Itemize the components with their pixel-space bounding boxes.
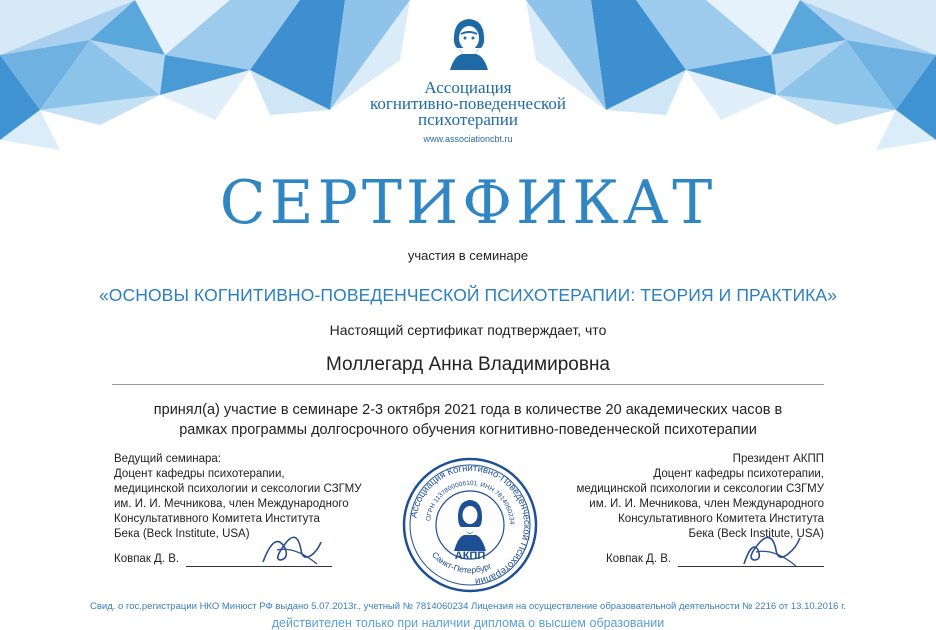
stamp-ring-text: Ассоциация Когнитивно-Поведенческой Психотерапии (408, 462, 533, 587)
stamp-city: Санкт-Петербург (430, 549, 494, 576)
left-role: Ведущий семинара: (114, 453, 221, 465)
seminar-title: «ОСНОВЫ КОГНИТИВНО-ПОВЕДЕНЧЕСКОЙ ПСИХОТЕРАПИИ: ТЕОРИЯ И ПРАКТИКА» (98, 285, 838, 305)
participation-line1: принял(а) участие в семинаре 2-3 октября 2021 года в количестве 20 академических часов в (153, 402, 783, 418)
association-logo-portrait (438, 10, 500, 72)
footer-registration: Свид. о гос.регистрации НКО Минюст РФ выдано 5.07.2013г., учетный № 7814060234 Лицензия на осуществление образовательной деятельности № 2216 от 13.10.2016 г. (89, 601, 847, 612)
right-handwritten-signature (738, 520, 808, 570)
certificate-subtitle: участия в семинаре (407, 248, 529, 263)
stamp-inn: ИНН 7814060234 (479, 481, 516, 525)
certificate-title: СЕРТИФИКАТ (219, 168, 717, 238)
stamp-ogrn: ОГРН 1137800006101 (425, 479, 478, 522)
right-role: Президент АКПП (732, 453, 824, 465)
recipient-name: Моллегард Анна Владимировна (326, 354, 610, 375)
left-position-line2: медицинской психологии и сексологии СЗГМУ (114, 483, 362, 495)
left-position-line5: Бека (Beck Institute, USA) (114, 528, 250, 540)
right-position-line1: Доцент кафедры психотерапии, (653, 468, 824, 480)
right-position-line5: Бека (Beck Institute, USA) (688, 528, 824, 540)
association-website: www.associationcbt.ru (423, 134, 513, 144)
left-signatory-name: Ковпак Д. В. (114, 553, 180, 565)
footer-validity: действителен только при наличии диплома о высшем образовании (271, 616, 665, 630)
right-position-line2: медицинской психологии и сексологии СЗГМУ (576, 483, 824, 495)
right-position-line4: Консультативного Комитета Института (618, 513, 824, 525)
participation-line2: рамках программы долгосрочного обучения когнитивно-поведенческой психотерапии (179, 422, 757, 438)
left-position-line1: Доцент кафедры психотерапии, (114, 468, 285, 480)
association-name-line2: когнитивно-поведенческой (369, 94, 567, 113)
left-position-line4: Консультативного Комитета Института (114, 513, 320, 525)
right-signatory-name: Ковпак Д. В. (606, 553, 672, 565)
official-stamp (400, 455, 540, 595)
stamp-abbr: АКПП (454, 550, 486, 562)
confirm-text: Настоящий сертификат подтверждает, что (329, 322, 607, 338)
left-position-line3: им. И. И. Мечникова, член Международного (114, 498, 349, 510)
association-name-line1: Ассоциация (424, 78, 512, 97)
left-handwritten-signature (255, 520, 325, 570)
recipient-underline (112, 384, 824, 385)
association-name-line3: психотерапии (418, 110, 518, 129)
right-position-line3: им. И. И. Мечникова, член Международного (589, 498, 824, 510)
